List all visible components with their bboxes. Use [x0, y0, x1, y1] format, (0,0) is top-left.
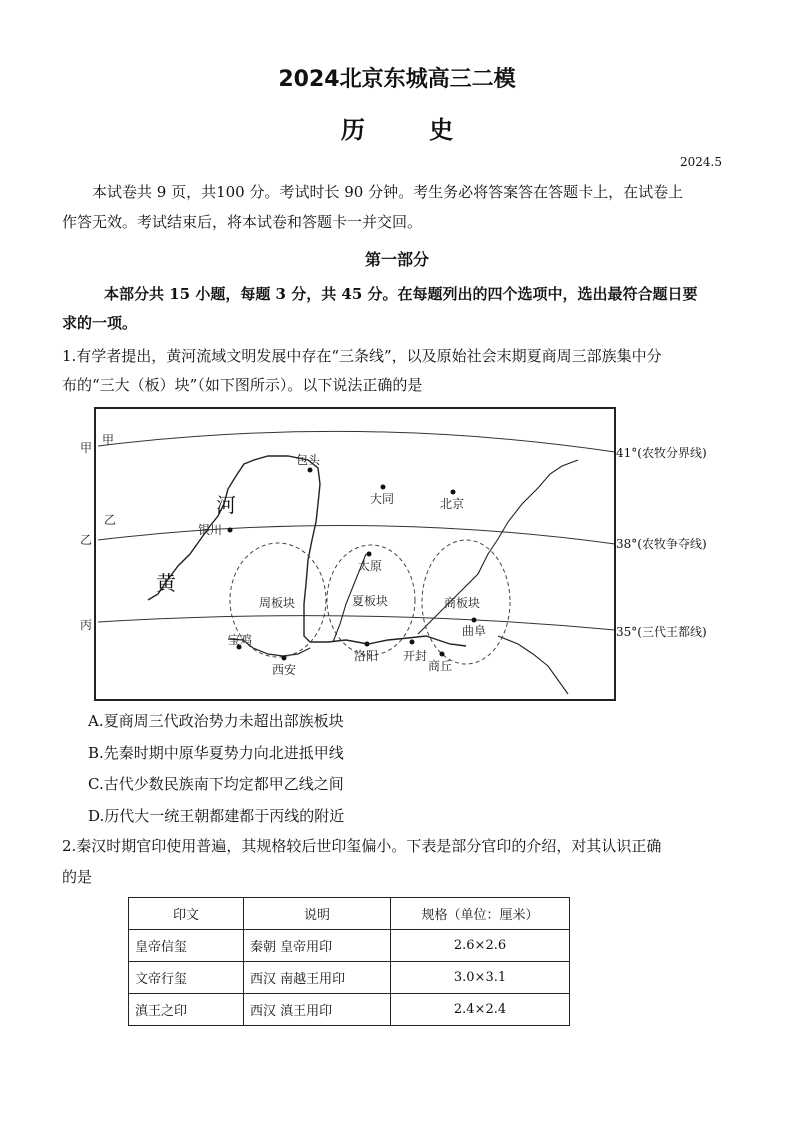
- q1-stem-1: 1.有学者提出，黄河流域文明发展中存在“三条线”，以及原始社会末期夏商周三部族集中分: [62, 347, 662, 365]
- city-beijing: 北京: [440, 497, 465, 511]
- inner-label-jia: 甲: [102, 433, 115, 447]
- table-cell: 西汉 滇王用印: [244, 994, 391, 1026]
- q1-option-b[interactable]: B.先秦时期中原华夏势力向北进抵甲线: [88, 744, 344, 762]
- q1-stem-2: 布的“三大（板）块”（如下图所示）。以下说法正确的是: [62, 376, 423, 394]
- line-label-yi: 乙: [80, 533, 93, 547]
- city-dot-taiyuan: [367, 552, 372, 557]
- block-label-shang: 商板块: [444, 596, 481, 610]
- line-tag-38: 38°(农牧争夺线): [616, 537, 707, 551]
- table-row: [129, 994, 570, 1026]
- table-header: 说明: [244, 898, 391, 930]
- city-yinchuan: 银川: [198, 523, 223, 537]
- line-tag-35: 35°(三代王都线): [616, 625, 707, 639]
- city-xian: 西安: [272, 663, 297, 677]
- river-char-huang: 黄: [156, 571, 176, 595]
- city-datong: 大同: [370, 492, 395, 506]
- section-title: 第一部分: [364, 250, 429, 269]
- line-tag-41: 41°(农牧分界线): [616, 446, 707, 460]
- intro-line-1: 本试卷共 9 页，共100 分。考试时长 90 分钟。考生务必将答案答在答题卡上，在试卷上: [92, 183, 684, 201]
- section-instructions-1: 本部分共 15 小题，每题 3 分，共 45 分。在每题列出的四个选项中，选出最符合题日要: [104, 285, 698, 303]
- seal-table: [128, 897, 570, 1026]
- city-dot-kaifeng: [410, 640, 415, 645]
- q1-option-c[interactable]: C.古代少数民族南下均定都甲乙线之间: [88, 775, 344, 793]
- q2-stem-2: 的是: [62, 868, 93, 886]
- city-dot-yinchuan: [228, 528, 233, 533]
- city-baotou: 包头: [296, 453, 321, 467]
- table-cell: 3.0×3.1: [391, 962, 570, 994]
- block-label-zhou: 周板块: [259, 596, 296, 610]
- city-dot-qufu: [472, 618, 477, 623]
- city-qufu: 曲阜: [462, 624, 487, 638]
- city-kaifeng: 开封: [403, 649, 428, 663]
- section-instructions-2: 求的一项。: [62, 314, 138, 332]
- q1-map: [78, 404, 620, 704]
- exam-title: 2024北京东城高三二模: [278, 67, 516, 92]
- city-dot-shangqiu: [440, 652, 445, 657]
- table-cell: 秦朝 皇帝用印: [244, 930, 391, 962]
- city-luoyang: 洛阳: [354, 649, 379, 663]
- city-taiyuan: 太原: [358, 559, 383, 573]
- city-shangqiu: 商丘: [428, 659, 453, 673]
- city-baoji: 宝鸡: [228, 633, 253, 647]
- q1-option-a[interactable]: A.夏商周三代政治势力未超出部族板块: [88, 712, 344, 730]
- city-dot-datong: [381, 485, 386, 490]
- table-cell: 2.6×2.6: [391, 930, 570, 962]
- table-header: 印文: [129, 898, 244, 930]
- table-cell: 皇帝信玺: [129, 930, 244, 962]
- city-dot-beijing: [451, 490, 456, 495]
- city-dot-baotou: [308, 468, 313, 473]
- city-dot-luoyang: [365, 642, 370, 647]
- line-label-jia: 甲: [80, 441, 93, 455]
- q1-option-d[interactable]: D.历代大一统王朝都建都于丙线的附近: [88, 807, 345, 825]
- city-dot-xian: [282, 656, 287, 661]
- table-cell: 西汉 南越王用印: [244, 962, 391, 994]
- table-cell: 2.4×2.4: [391, 994, 570, 1026]
- table-header: 规格（单位：厘米）: [391, 898, 570, 930]
- inner-label-yi: 乙: [104, 513, 117, 527]
- block-label-xia: 夏板块: [352, 594, 389, 608]
- subject-title: 历 史: [340, 116, 482, 144]
- river-char-he: 河: [216, 493, 236, 517]
- table-cell: 文帝行玺: [129, 962, 244, 994]
- intro-line-2: 作答无效。考试结束后，将本试卷和答题卡一并交回。: [62, 213, 423, 231]
- table-row: [129, 962, 570, 994]
- line-label-bing: 丙: [80, 618, 93, 632]
- table-header-row: [129, 898, 570, 930]
- table-row: [129, 930, 570, 962]
- exam-date: 2024.5: [680, 155, 722, 169]
- table-cell: 滇王之印: [129, 994, 244, 1026]
- q2-stem-1: 2.秦汉时期官印使用普遍，其规格较后世印玺偏小。下表是部分官印的介绍，对其认识正确: [62, 837, 662, 855]
